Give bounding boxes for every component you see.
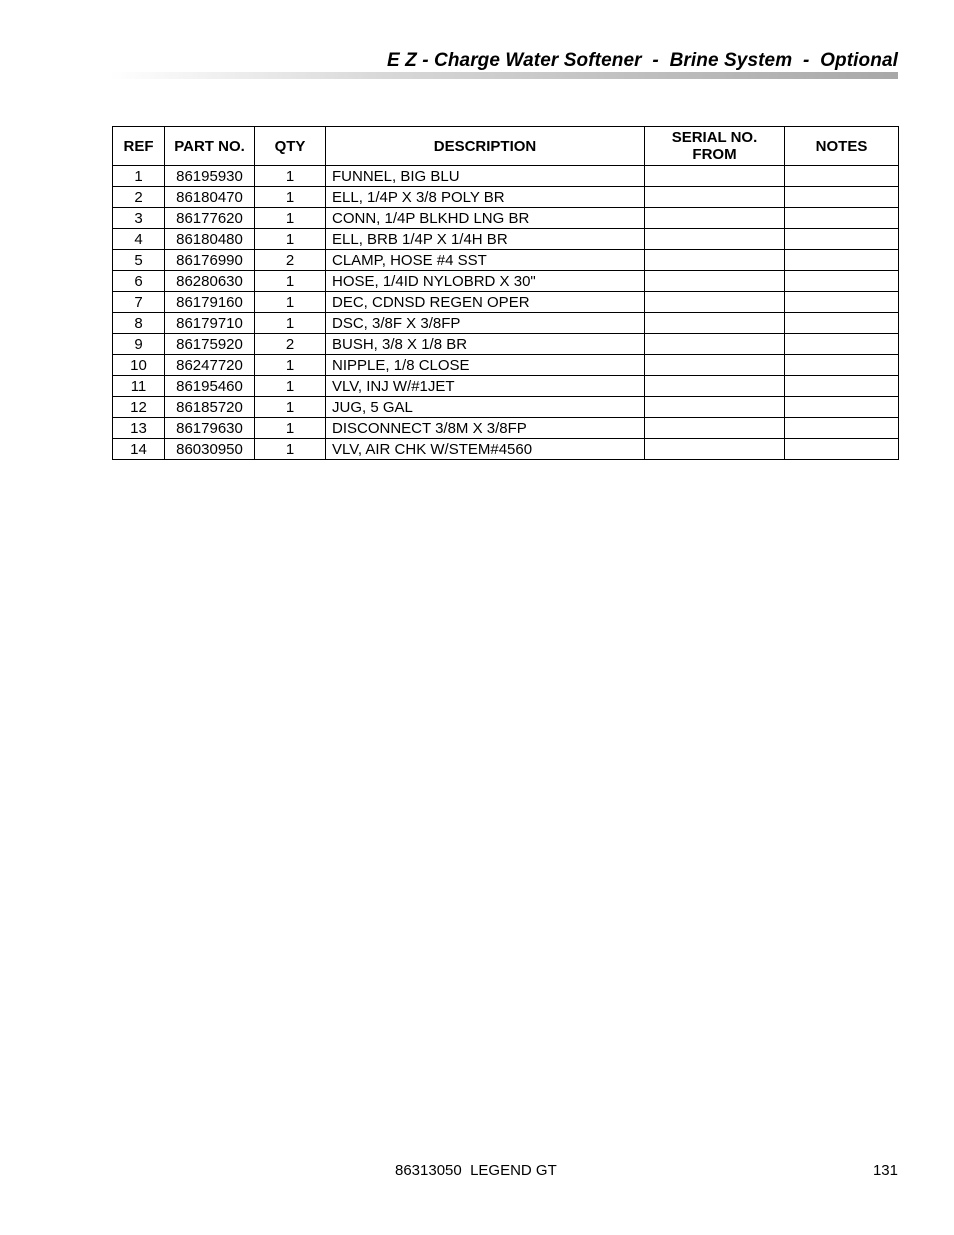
column-header-ref: REF [113,127,165,166]
cell-ref: 5 [113,250,165,271]
cell-notes [785,187,899,208]
cell-description: VLV, AIR CHK W/STEM#4560 [326,439,645,460]
cell-notes [785,292,899,313]
cell-description: JUG, 5 GAL [326,397,645,418]
table-row [113,271,899,292]
column-header-notes: NOTES [785,127,899,166]
cell-ref: 2 [113,187,165,208]
cell-description: ELL, 1/4P X 3/8 POLY BR [326,187,645,208]
cell-notes [785,355,899,376]
cell-qty: 2 [255,334,326,355]
header-rule [110,72,898,79]
cell-serial-no [645,208,785,229]
cell-ref: 14 [113,439,165,460]
table-row [113,313,899,334]
cell-notes [785,313,899,334]
cell-serial-no [645,334,785,355]
cell-serial-no [645,313,785,334]
column-header-serial-no [645,127,785,166]
cell-notes [785,334,899,355]
column-header-qty: QTY [255,127,326,166]
footer-page-number: 131 [872,1162,898,1179]
cell-notes [785,229,899,250]
cell-description: ELL, BRB 1/4P X 1/4H BR [326,229,645,250]
cell-part-no: 86247720 [165,355,255,376]
cell-ref: 10 [113,355,165,376]
cell-description: VLV, INJ W/#1JET [326,376,645,397]
column-header-serial-line2: FROM [692,146,737,163]
cell-ref: 4 [113,229,165,250]
cell-part-no: 86185720 [165,397,255,418]
cell-ref: 1 [113,166,165,187]
cell-serial-no [645,418,785,439]
cell-serial-no [645,271,785,292]
cell-ref: 13 [113,418,165,439]
cell-notes [785,250,899,271]
cell-qty: 1 [255,313,326,334]
table-row [113,439,899,460]
cell-ref: 11 [113,376,165,397]
column-header-description: DESCRIPTION [326,127,645,166]
cell-ref: 12 [113,397,165,418]
cell-serial-no [645,439,785,460]
table-row [113,418,899,439]
cell-notes [785,208,899,229]
cell-notes [785,271,899,292]
cell-qty: 1 [255,397,326,418]
cell-description: CLAMP, HOSE #4 SST [326,250,645,271]
table-row [113,292,899,313]
cell-part-no: 86280630 [165,271,255,292]
cell-part-no: 86179160 [165,292,255,313]
table-header-row [113,127,899,166]
cell-qty: 1 [255,229,326,250]
page-header [110,48,898,82]
cell-notes [785,418,899,439]
cell-ref: 7 [113,292,165,313]
cell-qty: 1 [255,208,326,229]
cell-qty: 1 [255,355,326,376]
cell-serial-no [645,355,785,376]
column-header-part-no: PART NO. [165,127,255,166]
cell-part-no: 86179710 [165,313,255,334]
cell-ref: 8 [113,313,165,334]
cell-serial-no [645,229,785,250]
cell-qty: 1 [255,187,326,208]
cell-serial-no [645,187,785,208]
table-row [113,166,899,187]
table-row [113,250,899,271]
cell-description: BUSH, 3/8 X 1/8 BR [326,334,645,355]
cell-notes [785,439,899,460]
cell-part-no: 86179630 [165,418,255,439]
cell-ref: 6 [113,271,165,292]
table-row [113,397,899,418]
cell-description: DISCONNECT 3/8M X 3/8FP [326,418,645,439]
cell-serial-no [645,376,785,397]
parts-table [112,126,899,460]
parts-table-body [113,166,899,460]
cell-part-no: 86180470 [165,187,255,208]
cell-qty: 1 [255,418,326,439]
cell-serial-no [645,397,785,418]
cell-qty: 1 [255,166,326,187]
cell-serial-no [645,166,785,187]
cell-part-no: 86177620 [165,208,255,229]
cell-description: HOSE, 1/4ID NYLOBRD X 30" [326,271,645,292]
cell-notes [785,376,899,397]
cell-part-no: 86195930 [165,166,255,187]
table-row [113,187,899,208]
cell-description: DEC, CDNSD REGEN OPER [326,292,645,313]
cell-notes [785,397,899,418]
table-row [113,376,899,397]
page-title: E Z - Charge Water Softener - Brine System - Optional [386,50,898,71]
cell-ref: 3 [113,208,165,229]
cell-part-no: 86195460 [165,376,255,397]
cell-notes [785,166,899,187]
cell-part-no: 86176990 [165,250,255,271]
cell-qty: 1 [255,439,326,460]
cell-qty: 1 [255,292,326,313]
table-row [113,208,899,229]
cell-description: DSC, 3/8F X 3/8FP [326,313,645,334]
table-row [113,229,899,250]
table-row [113,355,899,376]
cell-serial-no [645,292,785,313]
table-row [113,334,899,355]
cell-description: FUNNEL, BIG BLU [326,166,645,187]
cell-qty: 1 [255,376,326,397]
cell-part-no: 86030950 [165,439,255,460]
cell-serial-no [645,250,785,271]
cell-part-no: 86180480 [165,229,255,250]
cell-ref: 9 [113,334,165,355]
cell-description: CONN, 1/4P BLKHD LNG BR [326,208,645,229]
footer-document-id: 86313050 LEGEND GT [395,1162,557,1179]
cell-part-no: 86175920 [165,334,255,355]
cell-qty: 2 [255,250,326,271]
column-header-serial-line1: SERIAL NO. [671,129,758,146]
cell-qty: 1 [255,271,326,292]
cell-description: NIPPLE, 1/8 CLOSE [326,355,645,376]
